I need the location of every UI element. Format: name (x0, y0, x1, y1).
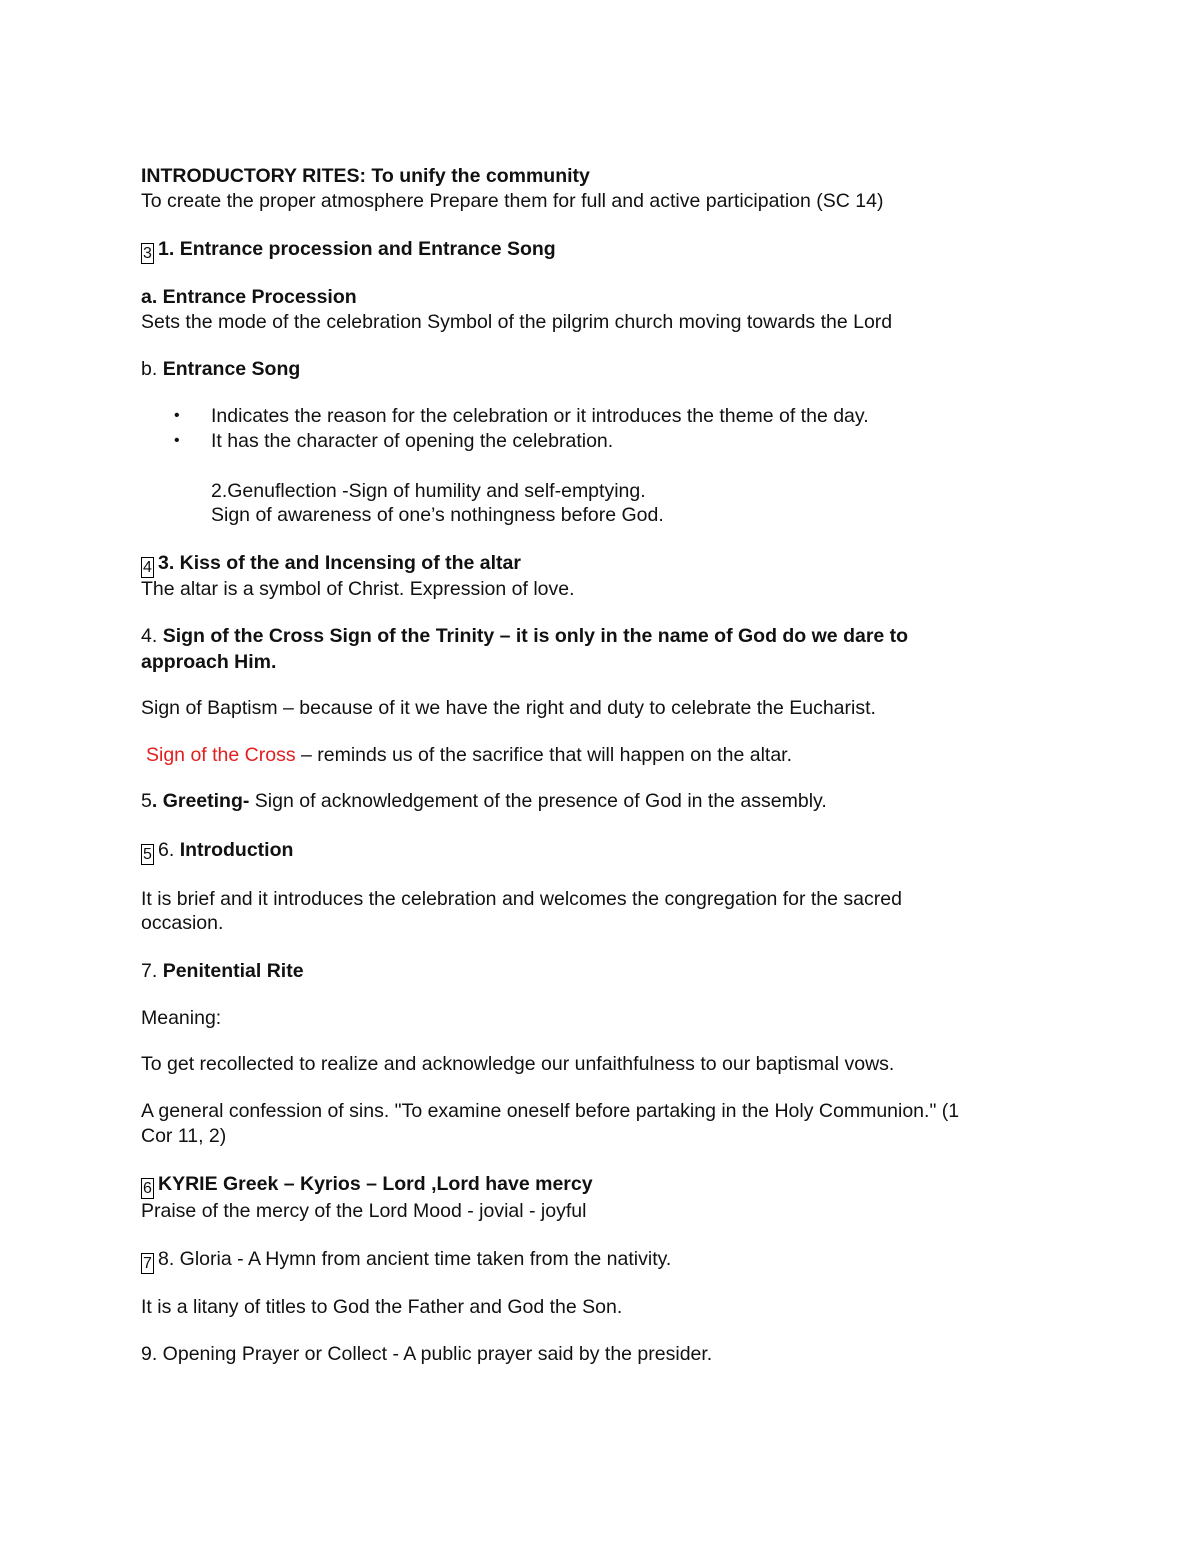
page-marker: 7 (141, 1253, 154, 1274)
section-7-heading (141, 959, 304, 983)
section-1-heading (141, 237, 556, 264)
page-marker: 4 (141, 557, 154, 578)
baptism-text: Sign of Baptism – because of it we have the right and duty to celebrate the Eucharist. (141, 697, 876, 719)
section-title: Penitential Rite (162, 960, 304, 982)
entrance-procession-heading: a. Entrance Procession (141, 286, 357, 308)
section-3-text: The altar is a symbol of Christ. Expression of love. (141, 578, 575, 600)
confession-text: Cor 11, 2) (141, 1125, 227, 1147)
section-title: 3. Kiss of the and Incensing of the altar (158, 552, 521, 574)
highlighted-term: Sign of the Cross (146, 744, 296, 766)
section-4-heading (141, 624, 908, 648)
gloria-litany: It is a litany of titles to God the Father and God the Son. (141, 1296, 623, 1318)
genuflection-line: Sign of awareness of one’s nothingness before God. (211, 504, 664, 526)
page-marker: 5 (141, 844, 154, 865)
cross-text (146, 743, 792, 767)
bullet-item: Indicates the reason for the celebration or it introduces the theme of the day. (211, 405, 869, 427)
section-3-heading (141, 551, 521, 578)
item-label: Entrance Song (162, 358, 301, 380)
gloria-text: 8. Gloria - A Hymn from ancient time taken from the nativity. (158, 1248, 672, 1270)
section-title: Entrance procession and Entrance Song (179, 238, 556, 260)
section-5-greeting (141, 789, 827, 813)
item-text: Sign of acknowledgement of the presence of God in the assembly. (249, 790, 827, 812)
introduction-text: occasion. (141, 912, 224, 934)
section-6-heading (141, 838, 293, 865)
cross-description: – reminds us of the sacrifice that will happen on the altar. (295, 744, 793, 766)
item-prefix: 6. (158, 839, 175, 861)
genuflection-line: 2.Genuflection -Sign of humility and self-emptying. (211, 480, 646, 502)
section-4-heading-cont: approach Him. (141, 651, 277, 673)
meaning-label: Meaning: (141, 1007, 222, 1029)
section-title: Introduction (179, 839, 294, 861)
kyrie-heading (141, 1172, 593, 1199)
penitential-text: To get recollected to realize and acknowledge our unfaithfulness to our baptismal vows. (141, 1053, 895, 1075)
section-title: KYRIE Greek – Kyrios – Lord ,Lord have mercy (158, 1173, 593, 1195)
page-marker: 3 (141, 243, 154, 264)
gloria-line (141, 1247, 671, 1274)
page-marker: 6 (141, 1178, 154, 1199)
item-prefix: 5 (141, 790, 152, 812)
section-number: 1. (158, 238, 175, 260)
introduction-text: It is brief and it introduces the celebration and welcomes the congregation for the sacred (141, 888, 902, 910)
confession-text: A general confession of sins. "To examine oneself before partaking in the Holy Communion." (1 (141, 1100, 960, 1122)
item-prefix: 7. (141, 960, 158, 982)
entrance-procession-text: Sets the mode of the celebration Symbol of the pilgrim church moving towards the Lord (141, 311, 893, 333)
opening-prayer: 9. Opening Prayer or Collect - A public prayer said by the presider. (141, 1343, 713, 1365)
entrance-song-heading (141, 357, 300, 381)
document-title: INTRODUCTORY RITES: To unify the community (141, 165, 590, 187)
bullet-icon: • (174, 432, 180, 449)
item-prefix: b. (141, 358, 158, 380)
bullet-item: It has the character of opening the celebration. (211, 430, 614, 452)
section-title: Sign of the Cross Sign of the Trinity – it is only in the name of God do we dare to (162, 625, 909, 647)
bullet-icon: • (174, 407, 180, 424)
kyrie-text: Praise of the mercy of the Lord Mood - jovial - joyful (141, 1200, 587, 1222)
document-subtitle: To create the proper atmosphere Prepare them for full and active participation (SC 14) (141, 190, 884, 212)
item-label: . Greeting- (151, 790, 250, 812)
item-prefix: 4. (141, 625, 158, 647)
